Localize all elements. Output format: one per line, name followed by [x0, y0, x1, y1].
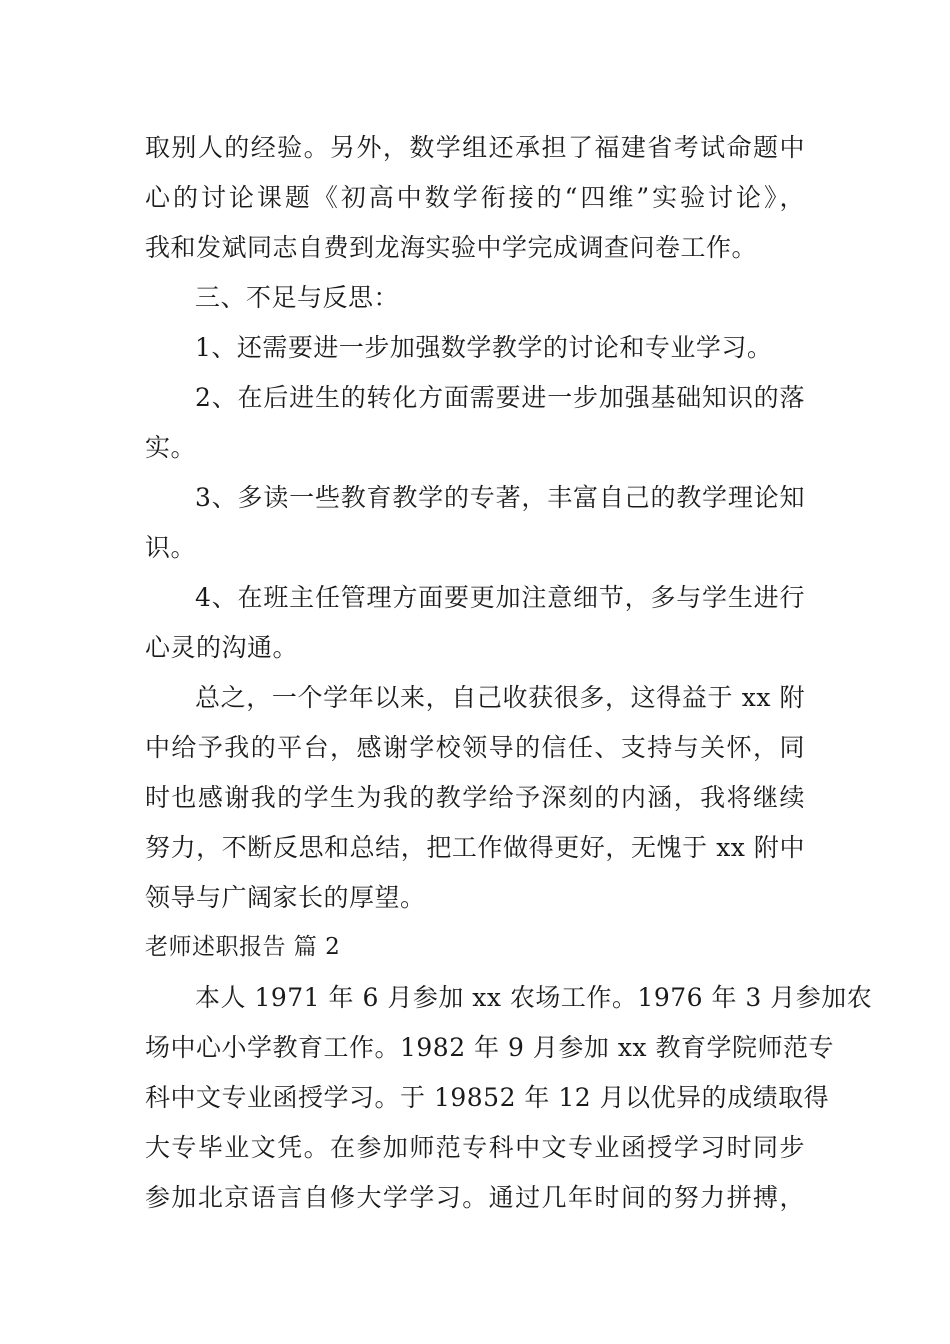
section-title: 老师述职报告 篇 2 [145, 934, 341, 960]
paragraph-line: 总之，一个学年以来，自己收获很多，这得益于 xx 附 [195, 683, 805, 712]
list-item: 1、还需要进一步加强数学教学的讨论和专业学习。 [195, 333, 773, 362]
list-item-continuation: 心灵的沟通。 [145, 633, 299, 662]
section-heading: 三、不足与反思： [195, 283, 400, 312]
paragraph-line: 本人 1971 年 6 月参加 xx 农场工作。1976 年 3 月参加农 [195, 983, 873, 1012]
list-item: 4、在班主任管理方面要更加注意细节，多与学生进行 [195, 583, 805, 612]
paragraph-line: 心的讨论课题《初高中数学衔接的“四维”实验讨论》， [145, 183, 805, 212]
paragraph-line: 我和发斌同志自费到龙海实验中学完成调查问卷工作。 [145, 233, 758, 262]
paragraph-line: 科中文专业函授学习。于 19852 年 12 月以优异的成绩取得 [145, 1083, 830, 1112]
paragraph-line: 场中心小学教育工作。1982 年 9 月参加 xx 教育学院师范专 [145, 1033, 834, 1062]
list-item: 3、多读一些教育教学的专著，丰富自己的教学理论知 [195, 483, 805, 512]
paragraph-line: 参加北京语言自修大学学习。通过几年时间的努力拼搏， [145, 1183, 805, 1212]
paragraph-line: 大专毕业文凭。在参加师范专科中文专业函授学习时同步 [145, 1133, 805, 1162]
paragraph-line: 努力，不断反思和总结，把工作做得更好，无愧于 xx 附中 [145, 833, 805, 862]
list-item: 2、在后进生的转化方面需要进一步加强基础知识的落 [195, 383, 805, 412]
paragraph-line: 领导与广阔家长的厚望。 [145, 883, 426, 912]
paragraph-line: 取别人的经验。另外，数学组还承担了福建省考试命题中 [145, 133, 805, 162]
list-item-continuation: 实。 [145, 433, 197, 462]
list-item-continuation: 识。 [145, 533, 197, 562]
paragraph-line: 中给予我的平台，感谢学校领导的信任、支持与关怀，同 [145, 733, 805, 762]
paragraph-line: 时也感谢我的学生为我的教学给予深刻的内涵，我将继续 [145, 783, 805, 812]
